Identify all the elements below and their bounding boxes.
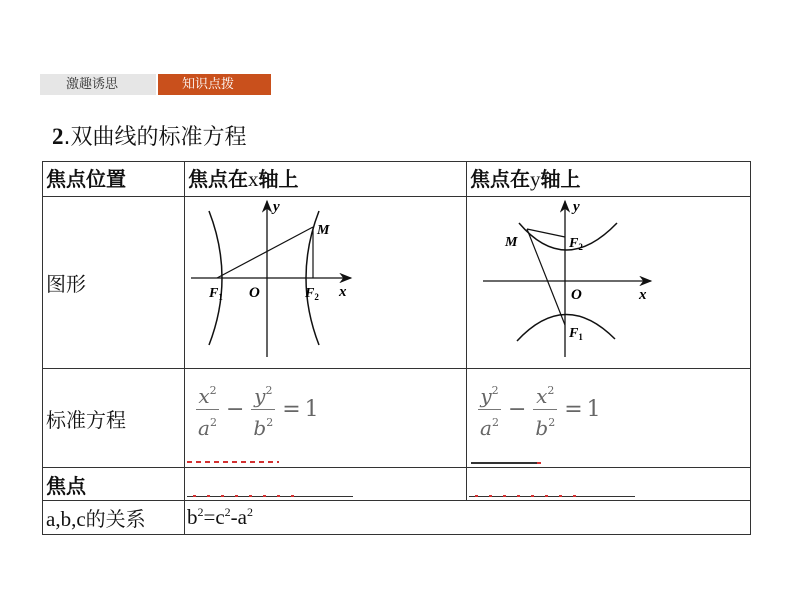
segment-f1-m: [217, 227, 313, 278]
hidden-answer-mark: [193, 495, 303, 497]
hidden-answer-mark: [187, 461, 279, 463]
f1-label: $F_1$: [569, 326, 583, 342]
hidden-answer-mark: [475, 495, 585, 497]
f1-label: $F_1$: [209, 286, 223, 302]
foci-row: [43, 468, 751, 501]
header-row: [43, 162, 751, 197]
header-y-axis: 焦点在y轴上: [467, 162, 751, 197]
foci-label: 焦点: [43, 468, 185, 501]
relation-value: $b^2=c^2-a^2$: [185, 501, 751, 535]
section-number: 2: [52, 124, 64, 149]
header-position: 焦点位置: [43, 162, 185, 197]
section-heading: .双曲线的标准方程: [63, 125, 247, 150]
foci-y-cell: [467, 468, 751, 501]
equation-y: $\frac{y^2}{a^2}$ − $\frac{x^2}{b^2}$ = 1: [480, 383, 601, 440]
f2-label: $F_2$: [305, 286, 319, 302]
figure-x-cell: [185, 197, 467, 369]
header-x-axis: 焦点在x轴上: [185, 162, 467, 197]
hyperbola-x-graph: [185, 197, 467, 363]
lower-branch: [517, 314, 615, 341]
equation-x-cell: [185, 369, 467, 468]
section-title: [52, 120, 247, 151]
tab-knowledge[interactable]: 知识点拨: [158, 74, 271, 95]
f2-label: $F_2$: [569, 236, 583, 252]
equation-label: 标准方程: [43, 369, 185, 468]
hidden-answer-mark: [471, 462, 563, 464]
origin-label: O: [571, 287, 582, 303]
origin-label: O: [249, 285, 260, 301]
x-label: x: [639, 287, 647, 303]
relation-row: [43, 501, 751, 535]
equation-y-cell: [467, 369, 751, 468]
tab-inspiration[interactable]: 激趣诱思: [40, 74, 156, 95]
point-m-label: M: [317, 223, 330, 238]
relation-label: a,b,c的关系: [43, 501, 185, 535]
hyperbola-y-graph: [467, 197, 751, 363]
segment-m-f1: [527, 229, 565, 325]
foci-x-cell: [185, 468, 467, 501]
tab-bar: [40, 74, 271, 95]
figure-row: [43, 197, 751, 369]
equation-x: $\frac{x^2}{a^2}$ − $\frac{y^2}{b^2}$ = 1: [198, 383, 319, 440]
figure-label: 图形: [43, 197, 185, 369]
hyperbola-table: [42, 161, 751, 535]
x-label: x: [339, 284, 347, 300]
y-label: y: [573, 199, 580, 215]
figure-y-cell: [467, 197, 751, 369]
y-label: y: [273, 199, 280, 215]
equation-row: [43, 369, 751, 468]
point-m-label: M: [505, 235, 518, 250]
